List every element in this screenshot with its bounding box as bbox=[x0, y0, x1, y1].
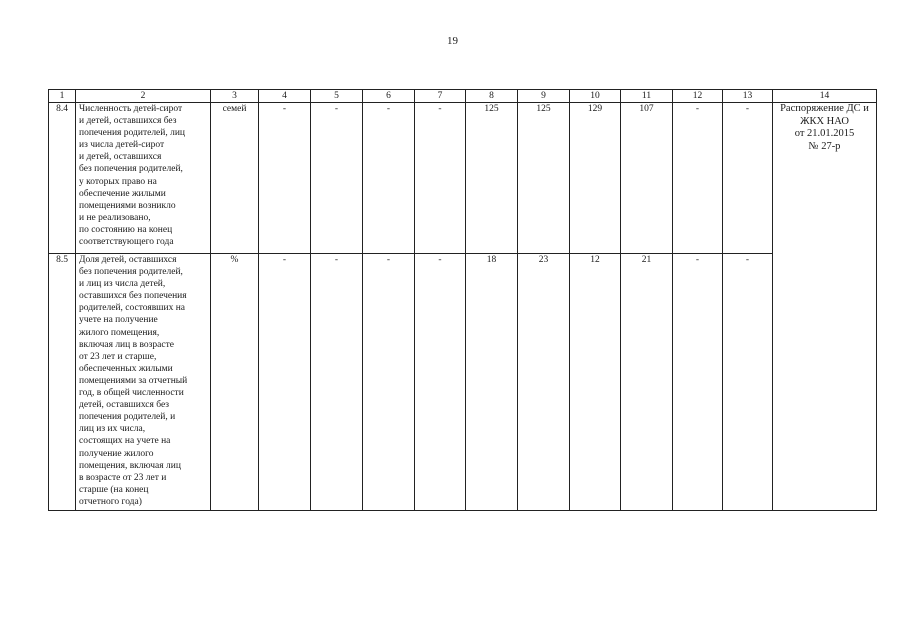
source-line: от 21.01.2015 bbox=[794, 128, 855, 139]
value-cell: - bbox=[363, 103, 415, 254]
column-header: 2 bbox=[76, 90, 211, 103]
description-line: лиц из их числа, bbox=[79, 424, 146, 435]
description-line: и детей, оставшихся bbox=[79, 152, 162, 163]
description-line: учете на получение bbox=[79, 315, 158, 326]
value-cell: 12 bbox=[570, 254, 621, 511]
description-line: от 23 лет и старше, bbox=[79, 351, 157, 362]
column-header: 3 bbox=[211, 90, 259, 103]
value-cell: - bbox=[723, 254, 773, 511]
description-line: помещениями возникло bbox=[79, 200, 176, 211]
column-header: 12 bbox=[673, 90, 723, 103]
row-number: 8.4 bbox=[49, 103, 76, 254]
description-line: год, в общей численности bbox=[79, 388, 184, 399]
table-row bbox=[49, 254, 877, 511]
description-line: оставшихся без попечения bbox=[79, 291, 187, 302]
description-line: по состоянию на конец bbox=[79, 224, 173, 235]
description-line: попечения родителей, и bbox=[79, 412, 176, 423]
description-line: и лиц из числа детей, bbox=[79, 279, 166, 290]
value-cell: - bbox=[673, 254, 723, 511]
column-header: 6 bbox=[363, 90, 415, 103]
description-line: получение жилого bbox=[79, 448, 154, 459]
column-header: 8 bbox=[466, 90, 518, 103]
description-line: без попечения родителей, bbox=[79, 164, 183, 175]
value-cell: - bbox=[415, 254, 466, 511]
description-line: обеспечение жилыми bbox=[79, 188, 166, 199]
source-line: ЖКХ НАО bbox=[800, 115, 849, 127]
description-line: без попечения родителей, bbox=[79, 267, 183, 278]
value-cell: 129 bbox=[570, 103, 621, 254]
column-header: 9 bbox=[518, 90, 570, 103]
row-description bbox=[76, 103, 211, 254]
value-cell: 23 bbox=[518, 254, 570, 511]
description-line: отчетного года) bbox=[79, 496, 142, 507]
description-line: помещениями за отчетный bbox=[79, 375, 188, 386]
value-cell: 107 bbox=[621, 103, 673, 254]
description-line: старше (на конец bbox=[79, 484, 149, 495]
table-header-row bbox=[49, 90, 877, 103]
value-cell: 125 bbox=[466, 103, 518, 254]
source-line: Распоряжение ДС и bbox=[780, 103, 869, 114]
table-row bbox=[49, 103, 877, 254]
value-cell: - bbox=[259, 103, 311, 254]
description-line: жилого помещения, bbox=[79, 327, 160, 338]
description-line: и не реализовано, bbox=[79, 212, 151, 223]
source-cell bbox=[773, 103, 877, 511]
value-cell: - bbox=[673, 103, 723, 254]
description-line: обеспеченных жилыми bbox=[79, 363, 173, 374]
description-line: Численность детей-сирот bbox=[79, 104, 183, 114]
value-cell: - bbox=[415, 103, 466, 254]
unit-cell: семей bbox=[211, 103, 259, 254]
value-cell: - bbox=[363, 254, 415, 511]
description-line: в возрасте от 23 лет и bbox=[79, 472, 167, 483]
description-line: родителей, состоявших на bbox=[79, 303, 185, 314]
description-line: соответствующего года bbox=[79, 237, 174, 248]
source-line: № 27-р bbox=[808, 140, 841, 152]
value-cell: 125 bbox=[518, 103, 570, 254]
column-header: 5 bbox=[311, 90, 363, 103]
description-line: включая лиц в возрасте bbox=[79, 339, 174, 350]
description-line: у которых право на bbox=[79, 176, 157, 187]
description-line: Доля детей, оставшихся bbox=[79, 255, 177, 265]
value-cell: 21 bbox=[621, 254, 673, 511]
description-line: попечения родителей, лиц bbox=[79, 128, 186, 139]
column-header: 11 bbox=[621, 90, 673, 103]
column-header: 7 bbox=[415, 90, 466, 103]
column-header: 13 bbox=[723, 90, 773, 103]
page-number: 19 bbox=[447, 35, 458, 47]
row-description bbox=[76, 254, 211, 511]
column-header: 4 bbox=[259, 90, 311, 103]
column-header: 1 bbox=[49, 90, 76, 103]
column-header: 14 bbox=[773, 90, 877, 103]
description-line: из числа детей-сирот bbox=[79, 140, 165, 151]
value-cell: - bbox=[259, 254, 311, 511]
description-line: и детей, оставшихся без bbox=[79, 116, 177, 127]
column-header: 10 bbox=[570, 90, 621, 103]
description-line: состоящих на учете на bbox=[79, 436, 171, 447]
row-number: 8.5 bbox=[49, 254, 76, 511]
description-line: помещения, включая лиц bbox=[79, 460, 181, 471]
indicators-table bbox=[48, 89, 877, 511]
value-cell: - bbox=[311, 254, 363, 511]
unit-cell: % bbox=[211, 254, 259, 511]
description-line: детей, оставшихся без bbox=[79, 400, 170, 411]
value-cell: - bbox=[723, 103, 773, 254]
value-cell: - bbox=[311, 103, 363, 254]
value-cell: 18 bbox=[466, 254, 518, 511]
